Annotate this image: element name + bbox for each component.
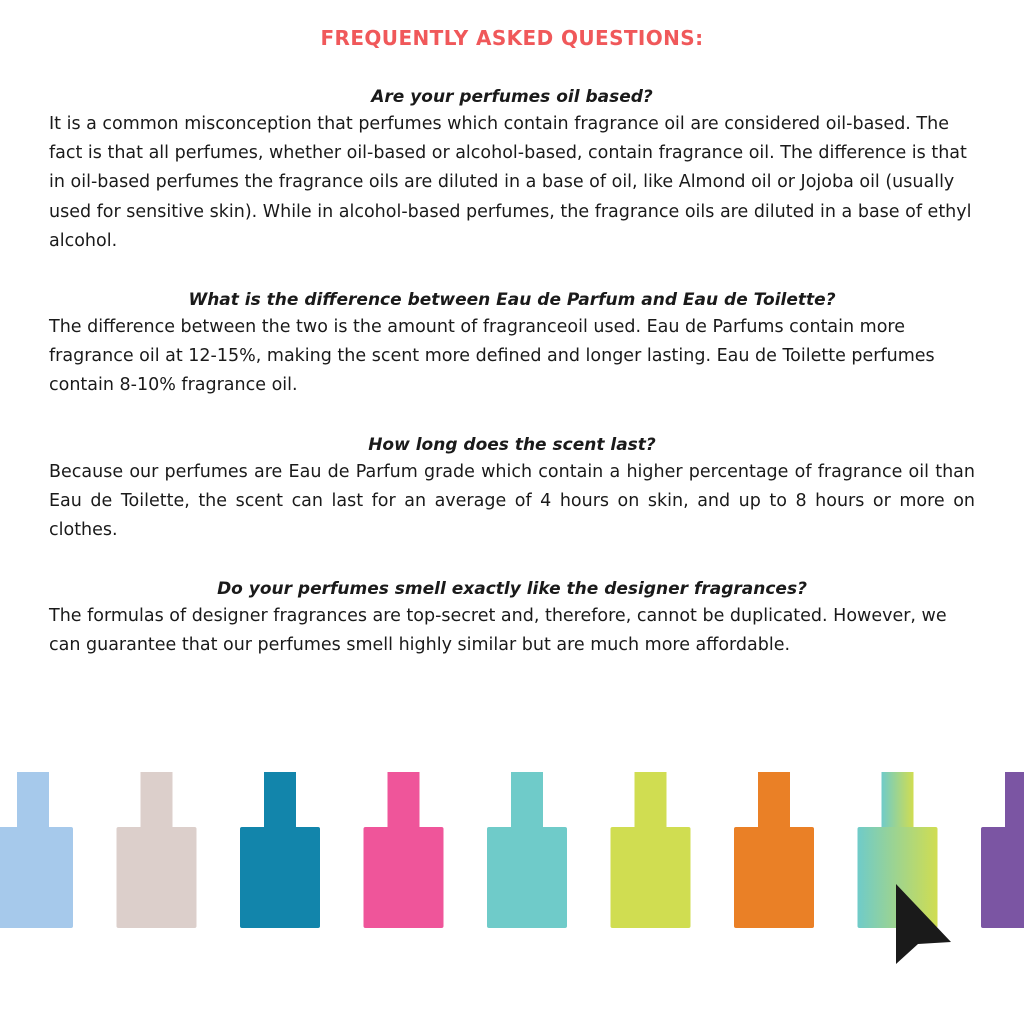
faq-question: Do your perfumes smell exactly like the designer fragrances?: [217, 579, 807, 599]
faq-question: How long does the scent last?: [368, 435, 656, 455]
faq-answer: The difference between the two is the amount of fragranceoil used. Eau de Parfums contain more fragrance oil at 12-15%, making the scent more defined and longer lasting. Eau de Toilette perfumes contain 8-10% fragrance oil.: [49, 317, 935, 396]
faq-answer: The formulas of designer fragrances are top-secret and, therefore, cannot be duplicated. However, we can guarantee that our perfumes smell highly similar but are much more affordable.: [49, 606, 947, 656]
faq-answer: Because our perfumes are Eau de Parfum grade which contain a higher percentage of fragrance oil than Eau de Toilette, the scent can last for an average of 4 hours on skin, and up to 8 hours or more on clothes.: [49, 462, 975, 541]
faq-answer: It is a common misconception that perfumes which contain fragrance oil are considered oil-based. The fact is that all perfumes, whether oil-based or alcohol-based, contain fragrance oil. The difference is that in oil-based perfumes the fragrance oils are diluted in a base of oil, like Almond oil or Jojoba oil (usually used for sensitive skin). While in alcohol-based perfumes, the fragrance oils are diluted in a base of ethyl alcohol.: [49, 114, 972, 251]
faq-question: What is the difference between Eau de Parfum and Eau de Toilette?: [188, 290, 836, 310]
faq-question: Are your perfumes oil based?: [371, 87, 653, 107]
page-title: FREQUENTLY ASKED QUESTIONS:: [320, 26, 704, 50]
